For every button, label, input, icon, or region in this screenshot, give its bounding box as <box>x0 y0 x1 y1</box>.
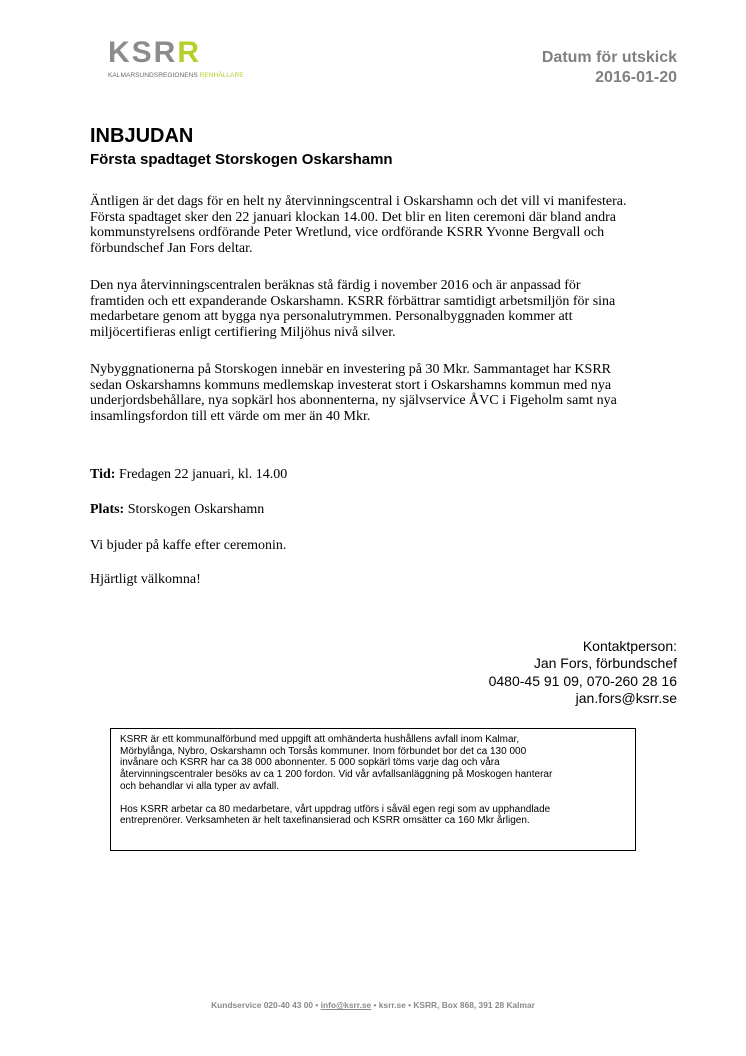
paragraph-line: Nybyggnationerna på Storskogen innebär en investering på 30 Mkr. Sammantaget har KSRR <box>90 362 612 377</box>
place-line <box>90 502 690 518</box>
info-line: KSRR är ett kommunalförbund med uppgift att omhänderta hushållens avfall inom Kalmar, <box>120 734 520 745</box>
logo-subtitle <box>108 72 298 79</box>
page-subtitle: Första spadtaget Storskogen Oskarshamn <box>90 151 393 168</box>
contact-name: Jan Fors, förbundschef <box>533 655 677 672</box>
coffee-line: Vi bjuder på kaffe efter ceremonin. <box>90 538 287 553</box>
paragraph-intro <box>90 194 690 256</box>
logo-mark <box>108 38 298 68</box>
logo-mark-main: KSR <box>108 36 178 69</box>
paragraph-line: Den nya återvinningscentralen beräknas stå färdig i november 2016 och är anpassad för <box>90 278 581 293</box>
paragraph-line: insamlingsfordon till ett värde om mer än 40 Mkr. <box>90 408 371 424</box>
place-value: Storskogen Oskarshamn <box>124 502 265 517</box>
time-value: Fredagen 22 januari, kl. 14.00 <box>115 467 288 482</box>
paragraph-line: Äntligen är det dags för en helt ny återvinningscentral i Oskarshamn och det vill vi manifestera. <box>90 194 627 209</box>
welcome-line: Hjärtligt välkomna! <box>90 572 201 587</box>
time-line <box>90 467 690 483</box>
info-line: invånare och KSRR har ca 38 000 abonnenter. 5 000 sopkärl töms varje dag och våra <box>120 757 500 769</box>
info-line: Mörbylånga, Nybro, Oskarshamn och Torsås kommuner. Inom förbundet bor det ca 130 000 <box>120 745 527 757</box>
contact-label: Kontaktperson: <box>582 638 677 654</box>
paragraph-line: underjordsbehållare, nya sopkärl hos abonnenterna, ny självservice ÅVC i Figeholm samt nya <box>90 393 617 409</box>
contact-block <box>489 638 677 708</box>
time-label: Tid: <box>90 467 116 482</box>
page-title: INBJUDAN <box>90 125 194 147</box>
logo-subtitle-accent: RENHÅLLARE <box>199 72 244 79</box>
info-gap <box>120 793 626 804</box>
footer-service: Kundservice 020-40 43 00 • <box>211 1000 321 1010</box>
info-line: återvinningscentraler besöks av ca 1 200 fordon. Vid vår avfallsanläggning på Moskogen hanterar <box>120 769 553 781</box>
logo-mark-accent: R <box>177 36 202 69</box>
paragraph-line: sedan Oskarshamns kommuns medlemskap investerat stort i Oskarshamns kommun med nya <box>90 377 612 393</box>
paragraph-line: kommunstyrelsens ordförande Peter Wretlund, vice ordförande KSRR Yvonne Bergvall och <box>90 225 605 241</box>
ksrr-logo <box>108 38 298 79</box>
info-line: och behandlar vi alla typer av avfall. <box>120 780 279 792</box>
contact-email[interactable]: jan.fors@ksrr.se <box>575 690 677 707</box>
footer-email-link[interactable]: info@ksrr.se <box>320 1000 372 1010</box>
date-label: Datum för utskick <box>541 49 677 66</box>
paragraph-line: miljöcertifieras enligt certifiering Miljöhus nivå silver. <box>90 324 396 340</box>
paragraph-facility <box>90 278 690 340</box>
info-box <box>110 728 636 851</box>
date-value: 2016-01-20 <box>595 69 677 86</box>
contact-phones: 0480-45 91 09, 070-260 28 16 <box>488 672 677 689</box>
paragraph-line: framtiden och ett expanderande Oskarshamn. KSRR förbättrar samtidigt arbetsmiljön för sina <box>90 293 616 309</box>
logo-subtitle-main: KALMARSUNDSREGIONENS <box>108 72 198 79</box>
date-block <box>542 48 677 88</box>
paragraph-line: förbundschef Jan Fors deltar. <box>90 240 253 256</box>
info-line: entreprenörer. Verksamheten är helt taxefinansierad och KSRR omsätter ca 160 Mkr årligen. <box>120 815 530 827</box>
paragraph-line: medarbetare genom att bygga nya personalutrymmen. Personalbyggnaden kommer att <box>90 309 573 325</box>
place-label: Plats: <box>90 502 125 517</box>
paragraph-investment <box>90 362 690 424</box>
paragraph-line: Första spadtaget sker den 22 januari klockan 14.00. Det blir en liten ceremoni där bland andra <box>90 209 616 225</box>
footer <box>0 1000 746 1010</box>
footer-rest: • ksrr.se • KSRR, Box 868, 391 28 Kalmar <box>371 1000 535 1010</box>
info-line: Hos KSRR arbetar ca 80 medarbetare, vårt uppdrag utförs i såväl egen regi som av upphandlade <box>120 803 551 815</box>
